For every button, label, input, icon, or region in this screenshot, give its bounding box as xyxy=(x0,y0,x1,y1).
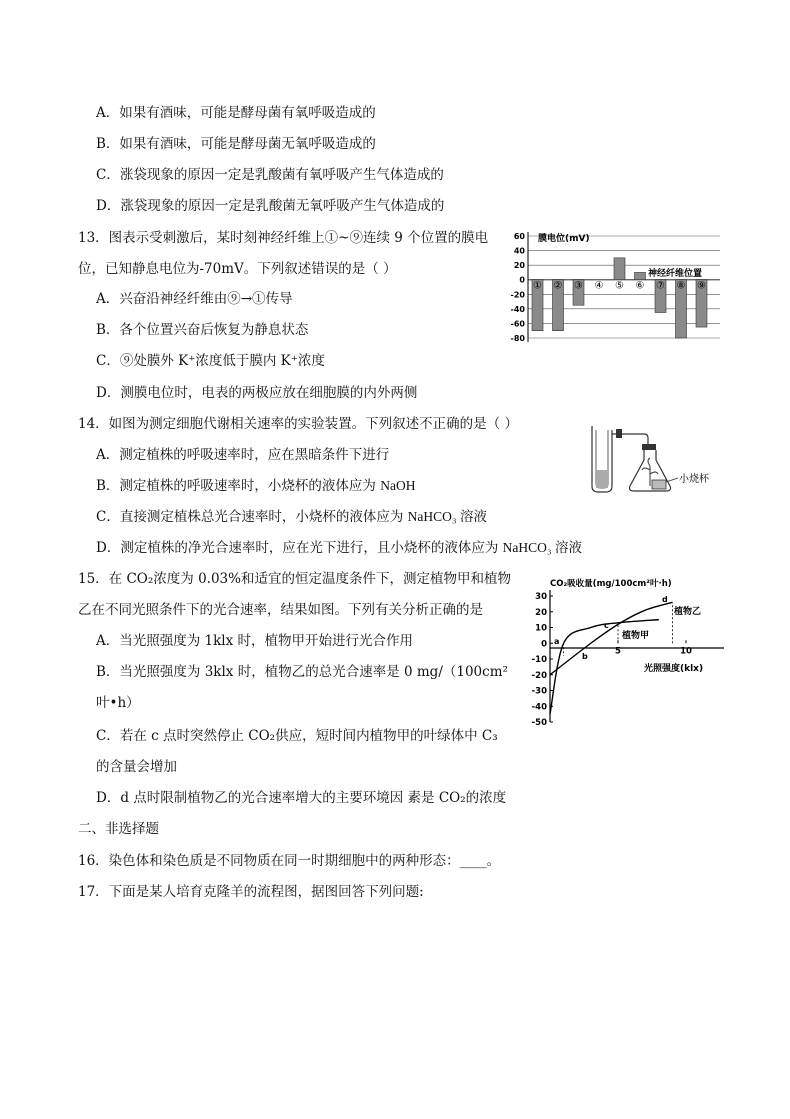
u-tube-liquid xyxy=(596,470,608,488)
y-axis-label: 膜电位(mV) xyxy=(538,234,590,244)
y-tick-label: -10 xyxy=(531,655,547,665)
label-plant-yi: 植物乙 xyxy=(674,607,702,617)
small-beaker xyxy=(652,480,666,489)
q13-stem-line1: 13．图表示受刺激后，某时刻神经纤维上①~⑨连续 9 个位置的膜电 xyxy=(78,230,489,246)
x-axis-label: 神经纤维位置 xyxy=(648,269,703,279)
q14-option-d-text: D．测定植株的净光合速率时，应在光下进行，且小烧杯的液体应为 xyxy=(96,540,503,556)
y-tick-label: 20 xyxy=(513,261,525,271)
q14-option-b-text: B．测定植株的呼吸速率时，小烧杯的液体应为 xyxy=(96,478,381,494)
q14-option-d-chem: NaHCO₃ 溶液 xyxy=(502,540,582,555)
q12-option-d: D．涨袋现象的原因一定是乳酸菌无氧呼吸产生气体造成的 xyxy=(96,198,445,214)
q13-option-b: B．各个位置兴奋后恢复为静息状态 xyxy=(96,322,309,338)
q16-stem: 16．染色体和染色质是不同物质在同一时期细胞中的两种形态：____。 xyxy=(78,853,501,869)
q14-stem: 14．如图为测定细胞代谢相关速率的实验装置。下列叙述不正确的是（ ） xyxy=(78,416,518,432)
q12-option-b: B．如果有酒味，可能是酵母菌无氧呼吸造成的 xyxy=(96,136,376,152)
y-tick-label: 10 xyxy=(535,623,547,634)
q13-option-a: A．兴奋沿神经纤维由⑨→①传导 xyxy=(96,291,293,307)
y-tick-label: 20 xyxy=(535,607,547,618)
flask-stopper xyxy=(642,444,656,450)
q12-option-c: C．涨袋现象的原因一定是乳酸菌有氧呼吸产生气体造成的 xyxy=(96,167,444,183)
stopcock-icon xyxy=(616,429,622,438)
q14-option-c-chem: NaHCO₃ 溶液 xyxy=(407,509,487,524)
q15-stem-line2: 乙在不同光照条件下的光合速率，结果如图。下列有关分析正确的是 xyxy=(78,602,483,618)
x-tick-label: 5 xyxy=(615,646,621,657)
position-label: ⑧ xyxy=(676,280,686,292)
y-tick-label: 0 xyxy=(541,639,547,650)
position-label: ④ xyxy=(594,280,604,292)
y-tick-label: 0 xyxy=(519,275,525,285)
position-label: ⑤ xyxy=(615,280,624,292)
y-tick-label: -20 xyxy=(510,290,525,300)
point-b: b xyxy=(582,652,588,661)
y-tick-label: 60 xyxy=(513,232,525,241)
photosynthesis-chart xyxy=(524,576,728,728)
q13-stem-line2: 位，已知静息电位为-70mV。下列叙述错误的是（ ） xyxy=(78,261,397,277)
q14-option-d xyxy=(96,539,582,557)
q14-option-a: A．测定植株的呼吸速率时，应在黑暗条件下进行 xyxy=(96,447,390,463)
position-label: ⑦ xyxy=(656,280,665,292)
chart-y-ticks xyxy=(511,232,526,343)
q13-option-d: D．测膜电位时，电表的两极应放在细胞膜的内外两侧 xyxy=(96,385,418,401)
y-tick-label: -30 xyxy=(531,686,547,697)
y-axis-label: CO₂吸收量(mg/100cm²叶·h) xyxy=(550,579,672,589)
q14-option-b xyxy=(96,477,415,495)
y-tick-label: -20 xyxy=(531,670,547,681)
q12-option-a: A．如果有酒味，可能是酵母菌有氧呼吸造成的 xyxy=(96,105,376,121)
q14-option-b-chem: NaOH xyxy=(380,478,416,493)
label-pointer xyxy=(666,478,678,482)
q14-option-c-text: C．直接测定植株总光合速率时，小烧杯的液体应为 xyxy=(96,509,408,525)
apparatus-figure xyxy=(586,420,726,496)
section-heading: 二、非选择题 xyxy=(78,821,159,837)
y-tick-label: -40 xyxy=(531,702,547,713)
y-tick-label: 30 xyxy=(535,592,547,602)
y-tick-label: -80 xyxy=(510,334,525,343)
x-axis-label: 光照强度(klx) xyxy=(644,664,704,674)
q13-option-c: C．⑨处膜外 K⁺浓度低于膜内 K⁺浓度 xyxy=(96,353,325,369)
small-beaker-label: 小烧杯 xyxy=(679,474,709,485)
y-tick-label: 40 xyxy=(513,246,525,256)
position-label: ⑨ xyxy=(697,280,706,292)
q15-option-c-line1: C．若在 c 点时突然停止 CO₂供应，短时间内植物甲的叶绿体中 C₃ xyxy=(96,728,498,744)
position-label: ② xyxy=(553,280,563,292)
membrane-potential-chart xyxy=(498,228,726,346)
bar-position xyxy=(635,272,646,279)
q15-option-b-line1: B．当光照强度为 3klx 时，植物乙的总光合速率是 0 mg/（100cm² xyxy=(96,664,508,680)
bar-position xyxy=(614,258,625,280)
q15-option-b-line2: 叶•h） xyxy=(96,695,140,711)
q15-option-c-line2: 的含量会增加 xyxy=(96,759,177,775)
y-tick-label: -50 xyxy=(531,718,547,728)
position-label: ① xyxy=(533,280,542,292)
q15-option-d: D．d 点时限制植物乙的光合速率增大的主要环境因 素是 CO₂的浓度 xyxy=(96,790,507,806)
position-label: ⑥ xyxy=(635,280,645,292)
q14-option-c xyxy=(96,508,487,526)
point-a: a xyxy=(554,637,560,646)
q15-stem-line1: 15．在 CO₂浓度为 0.03%和适宜的恒定温度条件下，测定植物甲和植物 xyxy=(78,571,511,587)
point-c: c xyxy=(604,621,609,630)
q17-stem: 17．下面是某人培育克隆羊的流程图，据图回答下列问题: xyxy=(78,884,424,900)
position-label: ③ xyxy=(574,280,583,292)
y-tick-label: -40 xyxy=(510,304,525,314)
q15-option-a: A．当光照强度为 1klx 时，植物甲开始进行光合作用 xyxy=(96,633,414,649)
point-d: d xyxy=(662,595,668,604)
x-tick-label: 10 xyxy=(680,646,692,657)
y-tick-label: -60 xyxy=(510,319,525,329)
label-plant-jia: 植物甲 xyxy=(622,631,650,641)
